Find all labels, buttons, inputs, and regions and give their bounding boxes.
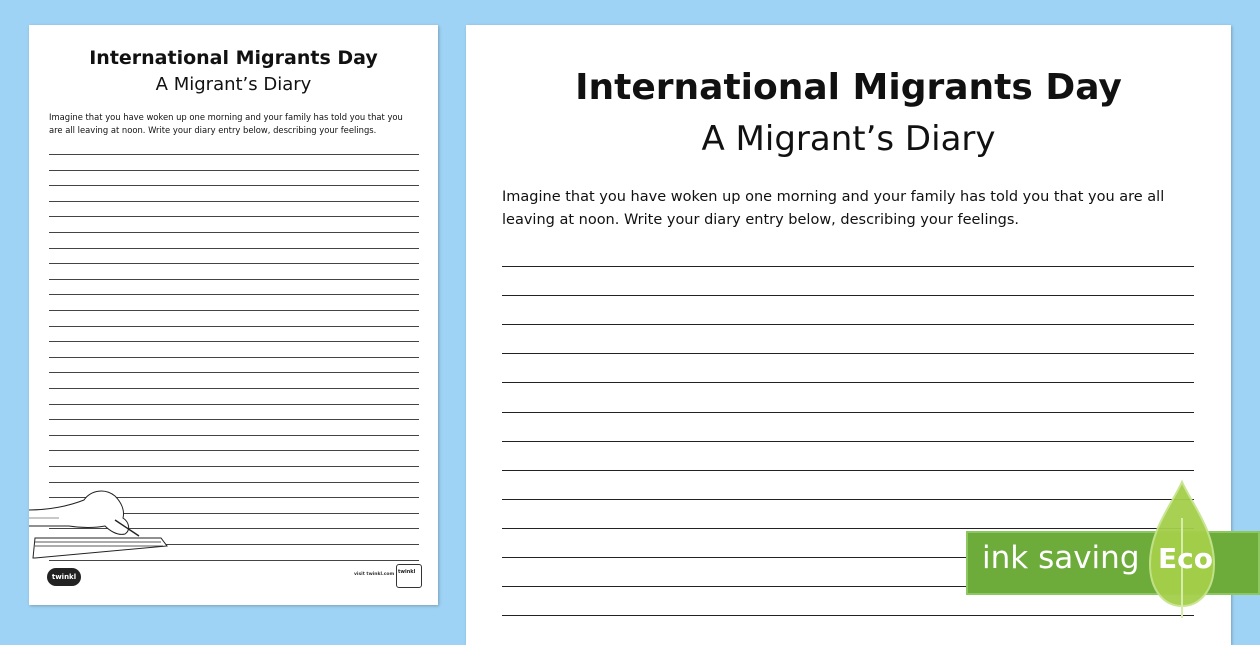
- eco-label: Eco: [1158, 542, 1213, 575]
- large-writing-line: [502, 470, 1194, 471]
- large-sheet-instructions: Imagine that you have woken up one morning and your family has told you that you are all leaving at noon. Write your diary entry below, describing your feelings.: [502, 189, 1165, 228]
- twinkl-logo: twinkl: [47, 568, 81, 586]
- small-writing-line: [49, 388, 419, 389]
- large-writing-line: [502, 324, 1194, 325]
- small-writing-line: [49, 201, 419, 202]
- small-sheet-instructions: Imagine that you have woken up one morning and your family has told you that you are all leaving at noon. Write your diary entry below, describing your feelings.: [49, 112, 403, 135]
- large-writing-line: [502, 382, 1194, 383]
- large-writing-line: [502, 266, 1194, 267]
- small-writing-line: [49, 466, 419, 467]
- large-sheet-title: International Migrants Day: [575, 67, 1122, 108]
- large-writing-line: [502, 353, 1194, 354]
- small-writing-line: [49, 248, 419, 249]
- small-writing-line: [49, 404, 419, 405]
- small-writing-line: [49, 435, 419, 436]
- small-writing-line: [49, 310, 419, 311]
- small-writing-line: [49, 154, 419, 155]
- small-writing-line: [49, 372, 419, 373]
- small-writing-line: [49, 263, 419, 264]
- small-writing-line: [49, 357, 419, 358]
- worksheet-preview-small: [29, 25, 438, 605]
- small-sheet-title: International Migrants Day: [89, 47, 378, 69]
- small-writing-line: [49, 419, 419, 420]
- small-writing-line: [49, 294, 419, 295]
- twinkl-badge-icon: [396, 564, 422, 588]
- large-sheet-subtitle: A Migrant’s Diary: [701, 119, 996, 159]
- small-writing-line: [49, 170, 419, 171]
- small-writing-line: [49, 341, 419, 342]
- large-writing-line: [502, 412, 1194, 413]
- small-writing-line: [49, 216, 419, 217]
- small-writing-line: [49, 232, 419, 233]
- small-writing-line: [49, 450, 419, 451]
- small-writing-line: [49, 326, 419, 327]
- footer-url: visit twinkl.com: [354, 572, 395, 577]
- ink-saving-text: ink saving: [982, 540, 1140, 576]
- twinkl-badge-text: twinkl: [398, 569, 416, 575]
- ink-saving-eco-badge: [966, 478, 1260, 630]
- small-writing-line: [49, 279, 419, 280]
- large-writing-line: [502, 295, 1194, 296]
- small-writing-line: [49, 185, 419, 186]
- small-sheet-subtitle: A Migrant’s Diary: [155, 74, 312, 95]
- writing-hand-illustration: [29, 480, 169, 560]
- large-writing-line: [502, 441, 1194, 442]
